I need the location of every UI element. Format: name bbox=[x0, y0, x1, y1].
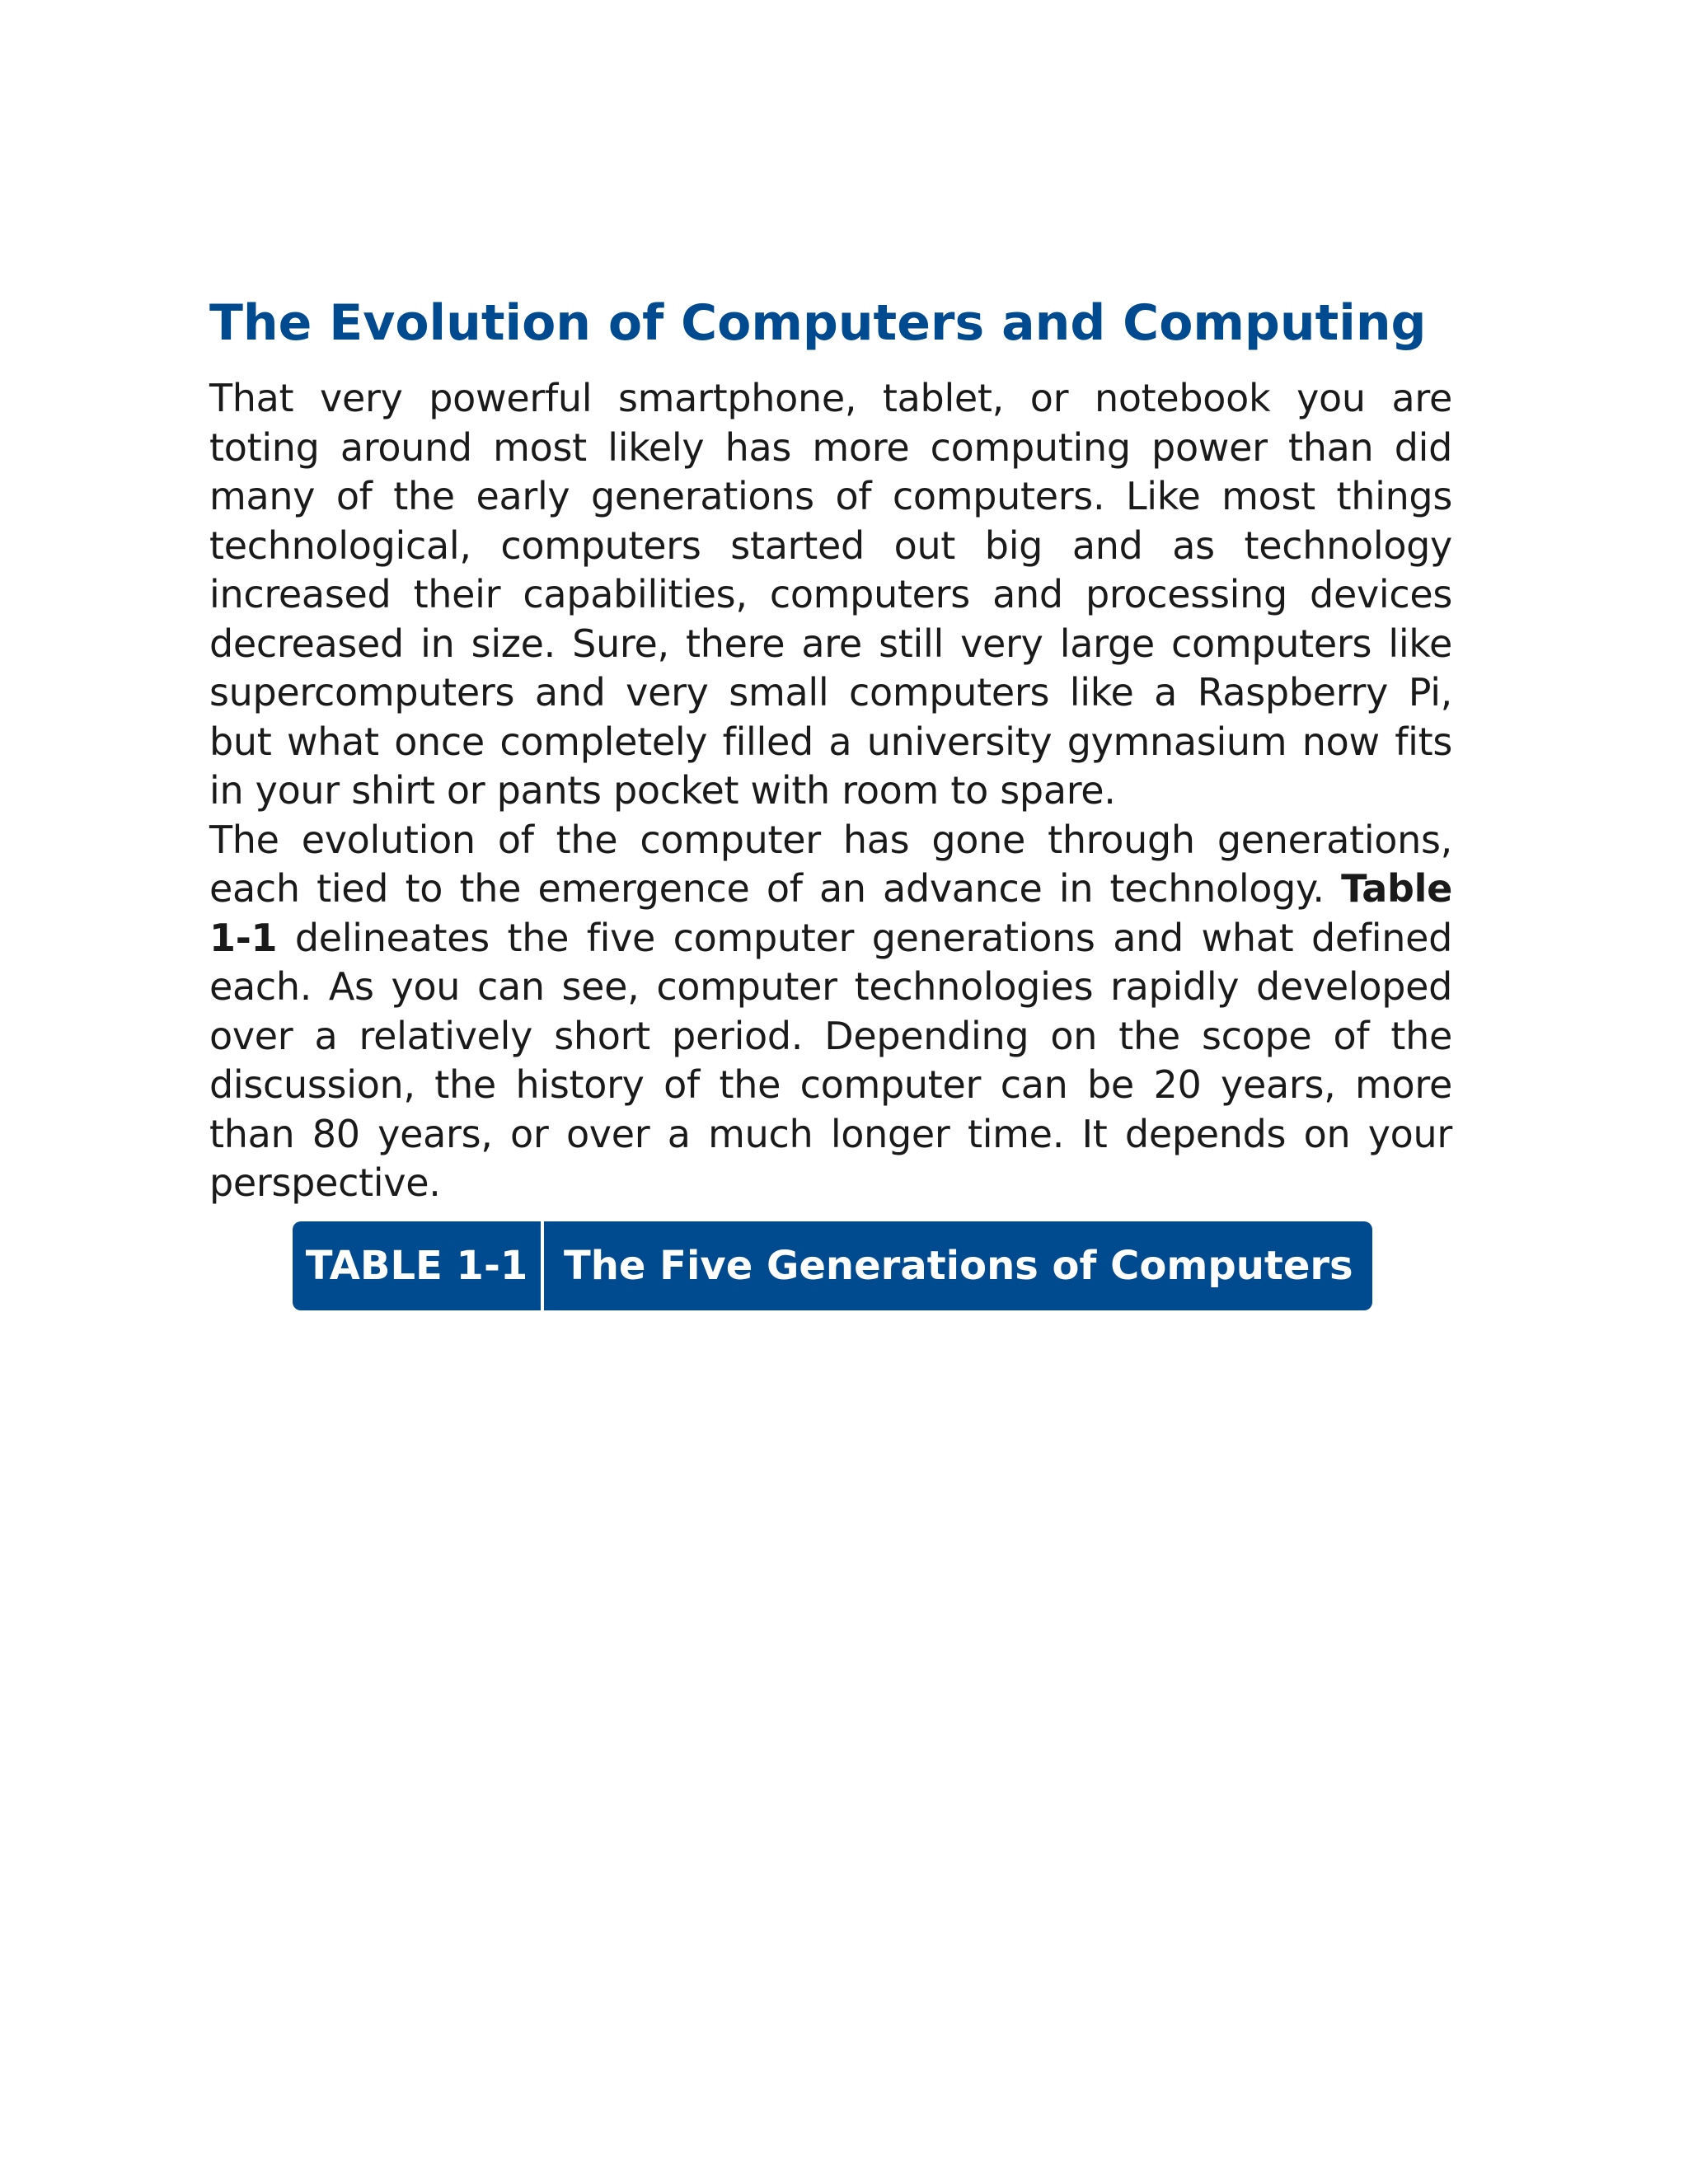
paragraph-evolution-text-end: delineates the five computer generations and what defined each. As you can see, computer technologies rapidly developed over a relatively short period. Depending on the scope of the discussion, the history of the computer can be 20 years, more than 80 years, or over a much longer time. It depends on your perspective. bbox=[209, 915, 1452, 1205]
table-reference: Table 1-1 bbox=[209, 866, 1452, 960]
main-content bbox=[209, 288, 1452, 1208]
table-label: TABLE 1-1 bbox=[293, 1221, 544, 1310]
table-title-bar bbox=[293, 1221, 1372, 1310]
table-caption: The Five Generations of Computers bbox=[564, 1243, 1353, 1289]
section-heading: The Evolution of Computers and Computing bbox=[209, 294, 1427, 352]
paragraph-evolution-text-start: The evolution of the computer has gone through generations, each tied to the emergence of an advance in technology. bbox=[209, 817, 1452, 911]
paragraph-evolution bbox=[209, 816, 1452, 1208]
paragraph-intro: That very powerful smartphone, tablet, or notebook you are toting around most likely has more computing power than did many of the early generations of computers. Like most things technological, computers started out big and as technology increased their capabilities, computers and processing devices decreased in size. Sure, there are still very large computers like supercomputers and very small computers like a Raspberry Pi, but what once completely filled a university gymnasium now fits in your shirt or pants pocket with room to spare. bbox=[209, 376, 1452, 813]
